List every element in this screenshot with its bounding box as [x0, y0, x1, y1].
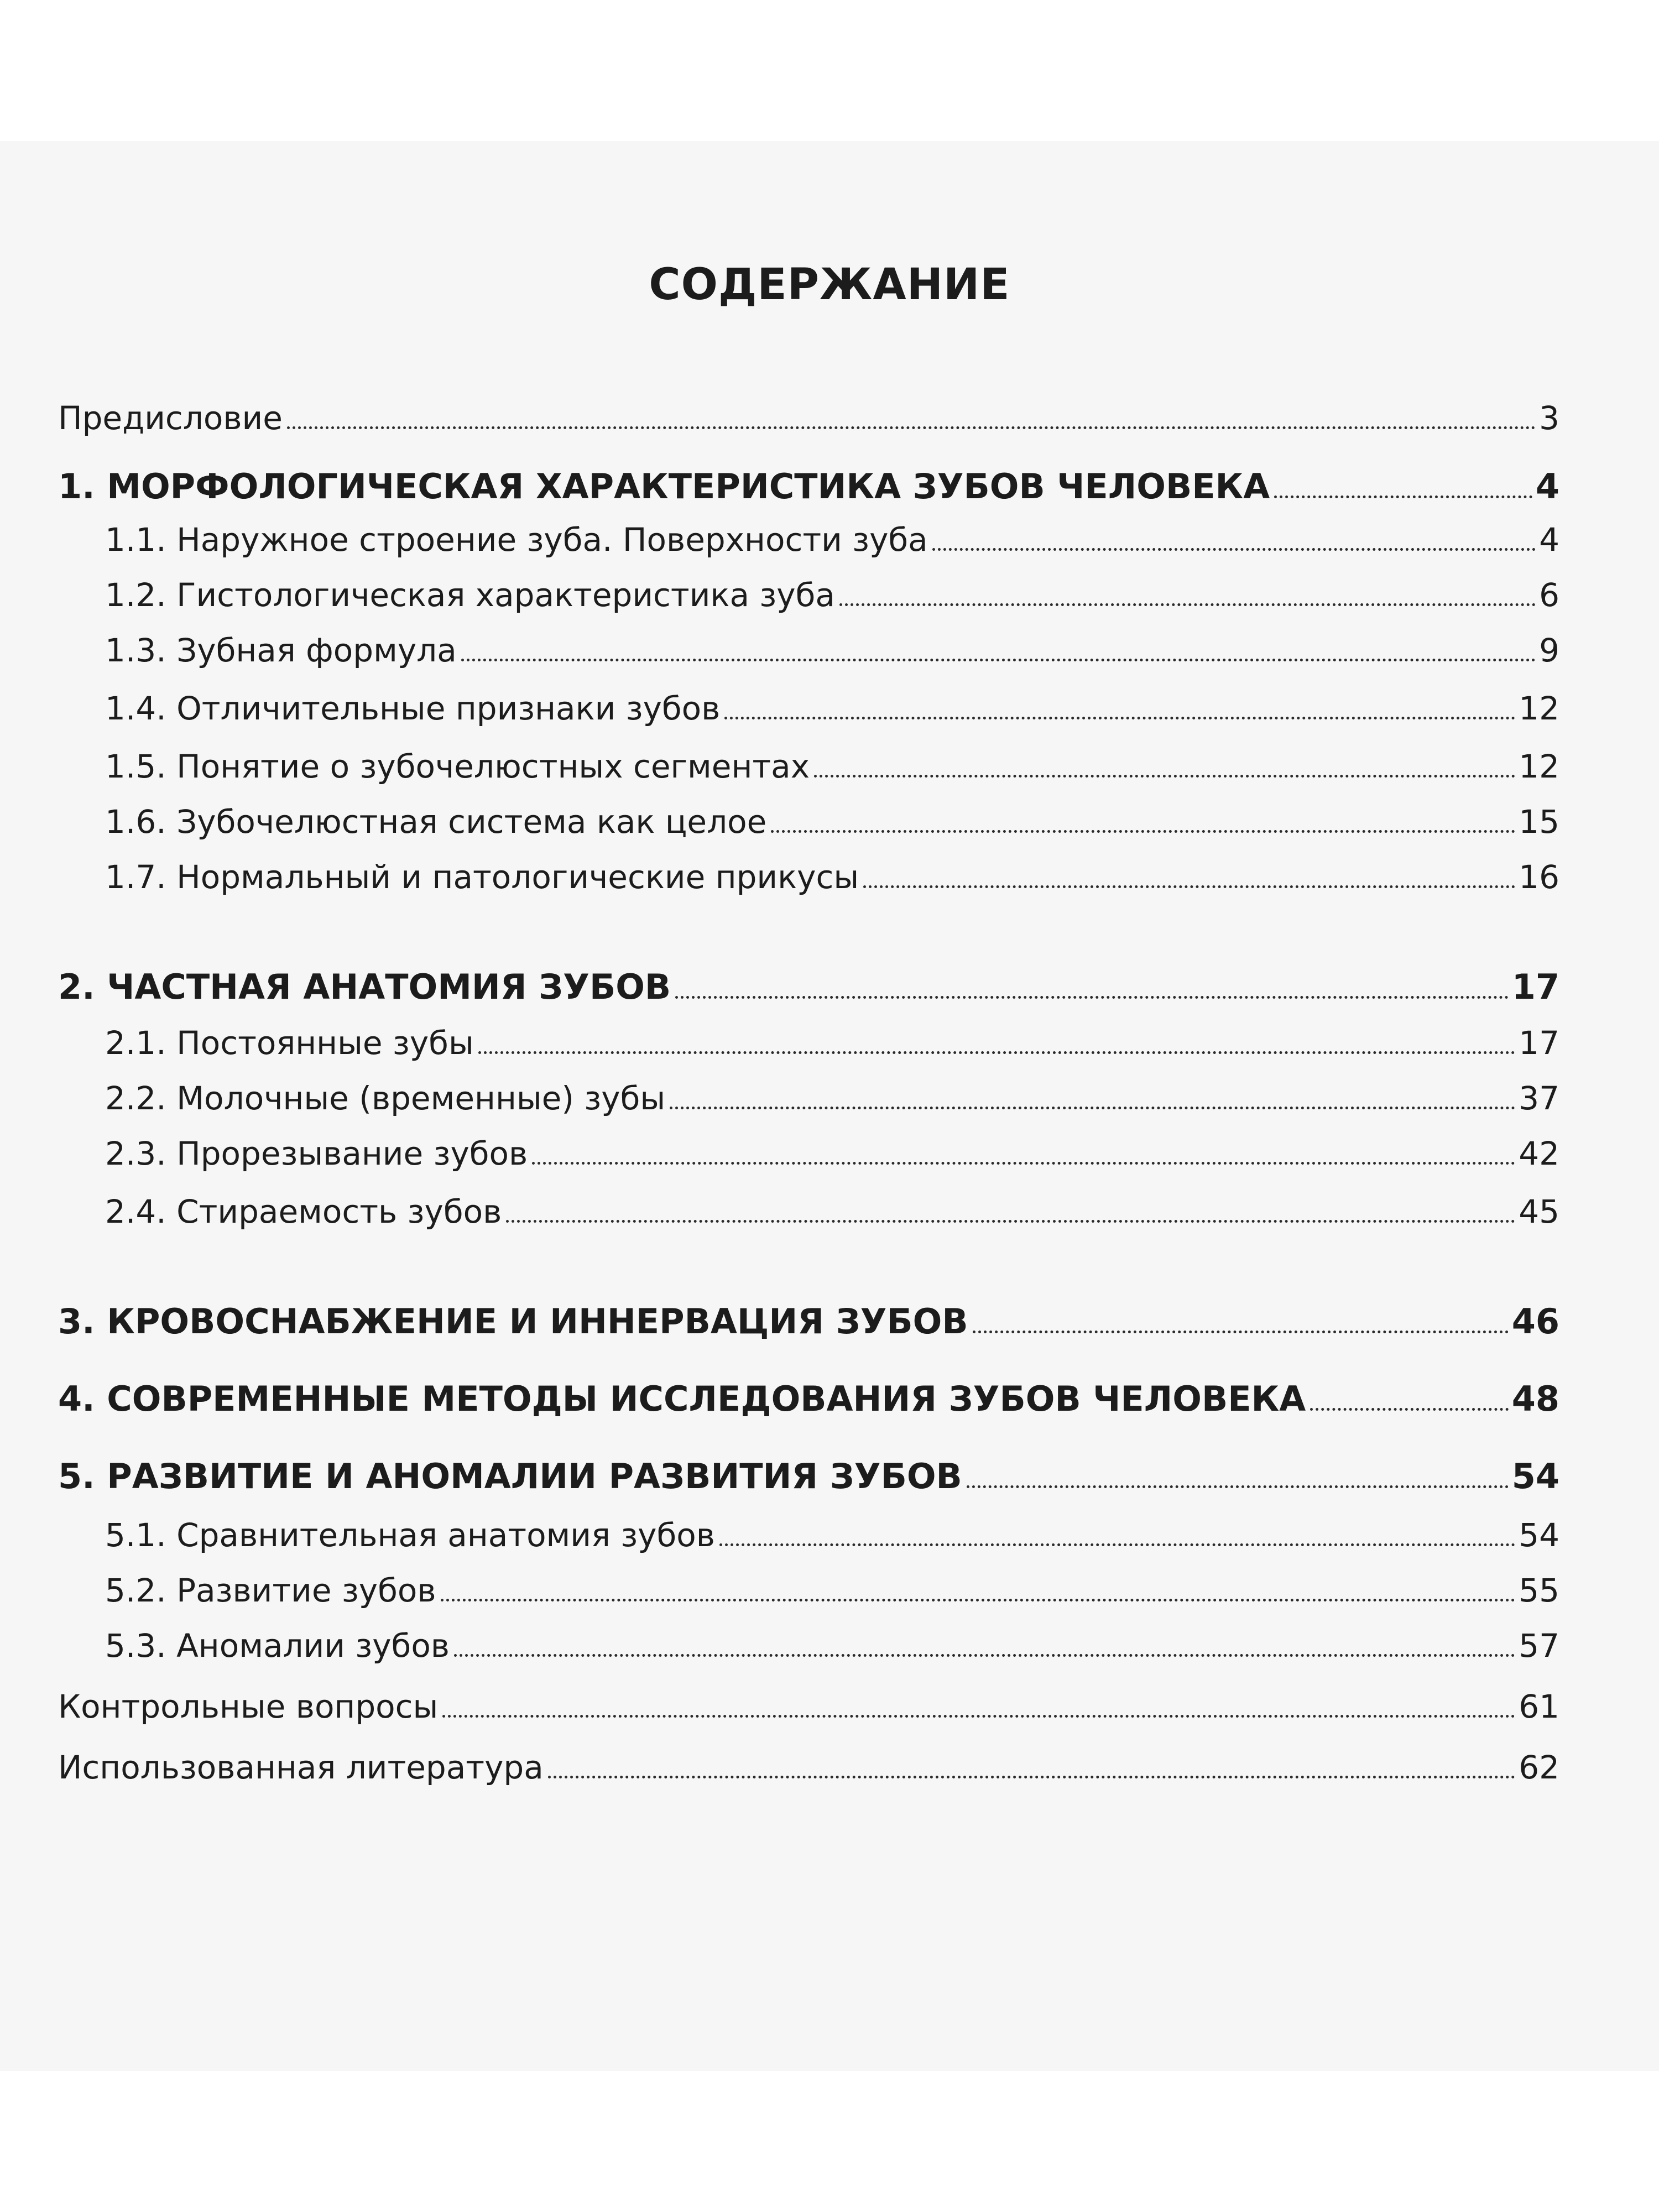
toc-entry-title: 1.1. Наружное строение зуба. Поверхности зуба [105, 521, 928, 559]
toc-entry-title: 1.4. Отличительные признаки зубов [105, 690, 721, 728]
page-title: СОДЕРЖАНИЕ [649, 260, 1010, 310]
dot-leader [478, 1051, 1515, 1054]
dot-leader [287, 426, 1536, 429]
toc-page-number: 4 [1539, 521, 1559, 559]
dot-leader [1310, 1408, 1509, 1411]
toc-page-number: 17 [1511, 966, 1559, 1007]
toc-entry-title: 4. СОВРЕМЕННЫЕ МЕТОДЫ ИССЛЕДОВАНИЯ ЗУБОВ ЧЕЛОВЕКА [58, 1378, 1306, 1419]
toc-section-entry [105, 564, 1559, 614]
toc-page-number: 3 [1539, 399, 1559, 437]
toc-page-number: 54 [1519, 1516, 1559, 1554]
toc-page-number: 12 [1519, 690, 1559, 728]
toc-entry-title: 1.2. Гистологическая характеристика зуба [105, 576, 835, 614]
dot-leader [442, 1715, 1515, 1718]
toc-entry-title: 5.3. Аномалии зубов [105, 1627, 450, 1665]
dot-leader [670, 1107, 1515, 1109]
toc-page-number: 61 [1519, 1688, 1559, 1726]
toc-entry-title: 2.3. Прорезывание зубов [105, 1135, 528, 1173]
toc-entry [58, 1736, 1559, 1786]
dot-leader [441, 1599, 1516, 1601]
toc-page-number: 6 [1539, 576, 1559, 614]
toc-chapter-entry [58, 1446, 1559, 1496]
toc-chapter-entry [58, 957, 1559, 1006]
dot-leader [454, 1654, 1515, 1657]
toc-entry-title: 1. МОРФОЛОГИЧЕСКАЯ ХАРАКТЕРИСТИКА ЗУБОВ ЧЕЛОВЕКА [58, 466, 1270, 507]
toc-page-number: 16 [1519, 858, 1559, 896]
toc-page-number: 42 [1519, 1135, 1559, 1173]
dot-leader [863, 885, 1515, 888]
toc-entry [58, 1676, 1559, 1725]
dot-leader [839, 603, 1536, 606]
toc-entry-title: 1.7. Нормальный и патологические прикусы [105, 858, 859, 896]
dot-leader [461, 659, 1536, 661]
toc-chapter-entry [58, 1369, 1559, 1418]
dot-leader [771, 830, 1515, 833]
toc-page-number: 57 [1519, 1627, 1559, 1665]
toc-entry-title: 2. ЧАСТНАЯ АНАТОМИЯ ЗУБОВ [58, 966, 671, 1007]
toc-entry-title: 3. КРОВОСНАБЖЕНИЕ И ИННЕРВАЦИЯ ЗУБОВ [58, 1301, 968, 1342]
toc-page-number: 4 [1535, 466, 1559, 507]
toc-section-entry [105, 791, 1559, 841]
toc-section-entry [105, 1012, 1559, 1062]
toc-page-number: 48 [1511, 1378, 1559, 1419]
toc-entry-title: 1.5. Понятие о зубочелюстных сегментах [105, 748, 810, 786]
toc-page-number: 55 [1519, 1572, 1559, 1610]
toc-page-number: 62 [1519, 1749, 1559, 1787]
dot-leader [973, 1331, 1509, 1333]
toc-section-entry [105, 677, 1559, 727]
toc-page-number: 15 [1519, 803, 1559, 841]
toc-entry-title: Использованная литература [58, 1749, 544, 1787]
toc-section-entry [105, 1559, 1559, 1609]
toc-entry-title: Контрольные вопросы [58, 1688, 439, 1726]
toc-entry-title: Предисловие [58, 399, 283, 437]
dot-leader [675, 996, 1509, 999]
toc-page-number: 37 [1519, 1079, 1559, 1118]
dot-leader [548, 1776, 1515, 1778]
toc-entry-title: 2.2. Молочные (временные) зубы [105, 1079, 666, 1118]
toc-entry-title: 5.1. Сравнительная анатомия зубов [105, 1516, 715, 1554]
toc-entry-title: 1.6. Зубочелюстная система как целое [105, 803, 767, 841]
toc-section-entry [105, 1615, 1559, 1665]
toc-page-number: 46 [1511, 1301, 1559, 1342]
toc-section-entry [105, 619, 1559, 669]
toc-entry [58, 387, 1559, 437]
toc-entry-title: 5. РАЗВИТИЕ И АНОМАЛИИ РАЗВИТИЯ ЗУБОВ [58, 1455, 962, 1496]
dot-leader [719, 1543, 1515, 1546]
dot-leader [724, 717, 1515, 719]
toc-page-number: 12 [1519, 748, 1559, 786]
dot-leader [1274, 495, 1532, 498]
toc-section-entry [105, 1504, 1559, 1554]
toc-section-entry [105, 509, 1559, 559]
toc-section-entry [105, 1181, 1559, 1230]
dot-leader [814, 775, 1515, 778]
dot-leader [967, 1485, 1509, 1488]
toc-page-number: 54 [1511, 1455, 1559, 1496]
dot-leader [506, 1220, 1515, 1223]
toc-entry-title: 2.1. Постоянные зубы [105, 1024, 474, 1062]
toc-page-number: 9 [1539, 632, 1559, 670]
toc-entry-title: 2.4. Стираемость зубов [105, 1193, 502, 1231]
toc-section-entry [105, 735, 1559, 785]
toc-page-number: 45 [1519, 1193, 1559, 1231]
dot-leader [932, 548, 1536, 551]
toc-entry-title: 5.2. Развитие зубов [105, 1572, 436, 1610]
toc-section-entry [105, 1067, 1559, 1117]
toc-section-entry [105, 1123, 1559, 1172]
toc-chapter-entry [58, 1291, 1559, 1341]
toc-chapter-entry [58, 456, 1559, 506]
toc-section-entry [105, 846, 1559, 896]
toc-entry-title: 1.3. Зубная формула [105, 632, 457, 670]
dot-leader [532, 1162, 1515, 1165]
toc-page-number: 17 [1519, 1024, 1559, 1062]
